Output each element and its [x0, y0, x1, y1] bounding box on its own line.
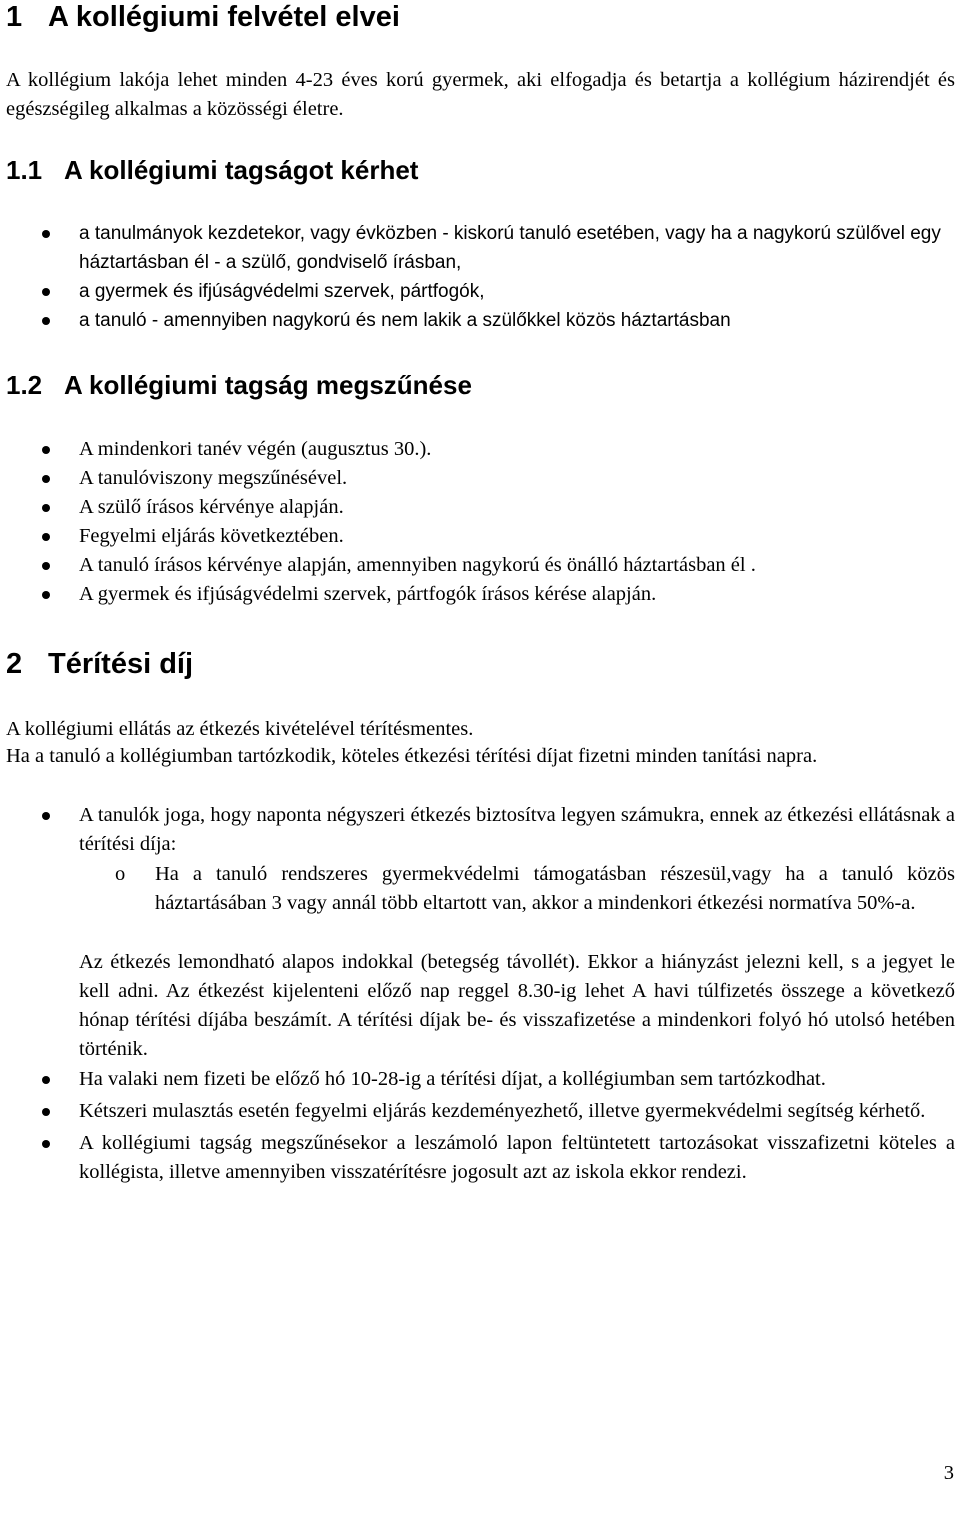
list-item	[0, 277, 955, 306]
list-item	[0, 306, 955, 335]
bullet-icon	[42, 288, 50, 296]
bullet-icon	[42, 1140, 50, 1148]
list-item	[0, 435, 955, 464]
bullet-icon	[42, 475, 50, 483]
bullet-icon	[42, 317, 50, 325]
list-item	[0, 219, 955, 277]
bullet-icon	[42, 230, 50, 238]
section-1-intro: A kollégium lakója lehet minden 4-23 éves korú gyermek, aki elfogadja és betartja a kollégium házirendjét és egészségileg alkalmas a közösségi életre.	[6, 69, 955, 120]
meal-rights-list	[0, 801, 955, 859]
bullet-icon	[42, 591, 50, 599]
section-title: A kollégiumi tagság megszűnése	[64, 370, 472, 400]
section-1-heading	[6, 0, 400, 34]
bullet-icon	[42, 1108, 50, 1116]
list-item-text: A kollégiumi tagság megszűnésekor a leszámoló lapon feltüntetett tartozásokat visszafizetni köteles a kollégista, illetve amennyiben visszatérítésre jogosult azt az iskola ekkor rendezi.	[79, 1132, 955, 1183]
list-item	[0, 1065, 955, 1094]
list-item-text: a gyermek és ifjúságvédelmi szervek, pártfogók,	[79, 281, 485, 302]
list-item	[0, 522, 955, 551]
fee-free-paragraph: A kollégiumi ellátás az étkezés kivételével térítésmentes.	[6, 718, 474, 740]
bullet-icon	[42, 533, 50, 541]
list-item-text: A tanulóviszony megszűnésével.	[79, 467, 348, 489]
discount-sub-item	[115, 860, 955, 918]
fee-obligation-paragraph: Ha a tanuló a kollégiumban tartózkodik, köteles étkezési térítési díjat fizetni minden tanítási napra.	[6, 745, 818, 767]
section-1-2-heading	[6, 369, 472, 401]
list-item-text: Ha valaki nem fizeti be előző hó 10-28-ig a térítési díjat, a kollégiumban sem tartózkodhat.	[79, 1068, 826, 1090]
list-item	[0, 493, 955, 522]
section-title: Térítési díj	[48, 648, 194, 680]
section-title: A kollégiumi felvétel elvei	[48, 1, 400, 33]
bullet-icon	[42, 504, 50, 512]
section-title: A kollégiumi tagságot kérhet	[64, 155, 419, 185]
bullet-icon	[42, 1076, 50, 1084]
section-number: 1	[6, 1, 23, 33]
membership-termination-list	[0, 435, 955, 609]
sub-item-text: Ha a tanuló rendszeres gyermekvédelmi támogatásban részesül,vagy ha a tanuló közös háztartásában 3 vagy annál több eltartott van, akkor a mindenkori étkezési normatíva 50%-a.	[155, 863, 955, 914]
section-1-1-heading	[6, 154, 418, 186]
bullet-icon	[42, 562, 50, 570]
list-item	[0, 1097, 955, 1126]
list-item-text: Kétszeri mulasztás esetén fegyelmi eljárás kezdeményezhető, illetve gyermekvédelmi segítség kérhető.	[79, 1100, 926, 1122]
list-item-text: A mindenkori tanév végén (augusztus 30.).	[79, 438, 432, 460]
list-item-text: A gyermek és ifjúságvédelmi szervek, pártfogók írásos kérése alapján.	[79, 583, 657, 605]
list-item-text: A szülő írásos kérvénye alapján.	[79, 496, 344, 518]
list-item-text: Fegyelmi eljárás következtében.	[79, 525, 344, 547]
section-number: 1.1	[6, 155, 43, 185]
section-2-heading	[6, 647, 193, 681]
section-number: 1.2	[6, 370, 43, 400]
bullet-icon	[42, 812, 50, 820]
bullet-icon	[42, 446, 50, 454]
payment-rules-list	[0, 1065, 955, 1189]
membership-request-list	[0, 219, 955, 335]
list-item-text: A tanuló írásos kérvénye alapján, amennyiben nagykorú és önálló háztartásban él .	[79, 554, 756, 576]
meal-cancellation-paragraph: Az étkezés lemondható alapos indokkal (betegség távollét). Ekkor a hiányzást jelezni kell, s a jegyet le kell adni. Az étkezést kijelenteni előző nap reggel 8.30-ig lehet A havi túlfizetés összege a következő hónap térítési díjába beszámít. A térítési díjak be- és visszafizetése a mindenkori folyó hó utolsó hetében történik.	[79, 951, 955, 1060]
circle-bullet-icon: o	[115, 863, 126, 885]
list-item	[0, 801, 955, 859]
list-item-text: a tanulmányok kezdetekor, vagy évközben - kiskorú tanuló esetében, vagy ha a nagykorú szülővel egy háztartásban él - a szülő, gondviselő írásban,	[79, 223, 941, 273]
list-item	[0, 464, 955, 493]
list-item	[0, 551, 955, 580]
list-item	[0, 1129, 955, 1187]
list-item-text: A tanulók joga, hogy naponta négyszeri étkezés biztosítva legyen számukra, ennek az étkezési ellátásnak a térítési díja:	[79, 804, 955, 855]
list-item-text: a tanuló - amennyiben nagykorú és nem lakik a szülőkkel közös háztartásban	[79, 310, 731, 331]
page-number: 3	[943, 1462, 954, 1484]
list-item	[0, 580, 955, 609]
section-number: 2	[6, 648, 23, 680]
